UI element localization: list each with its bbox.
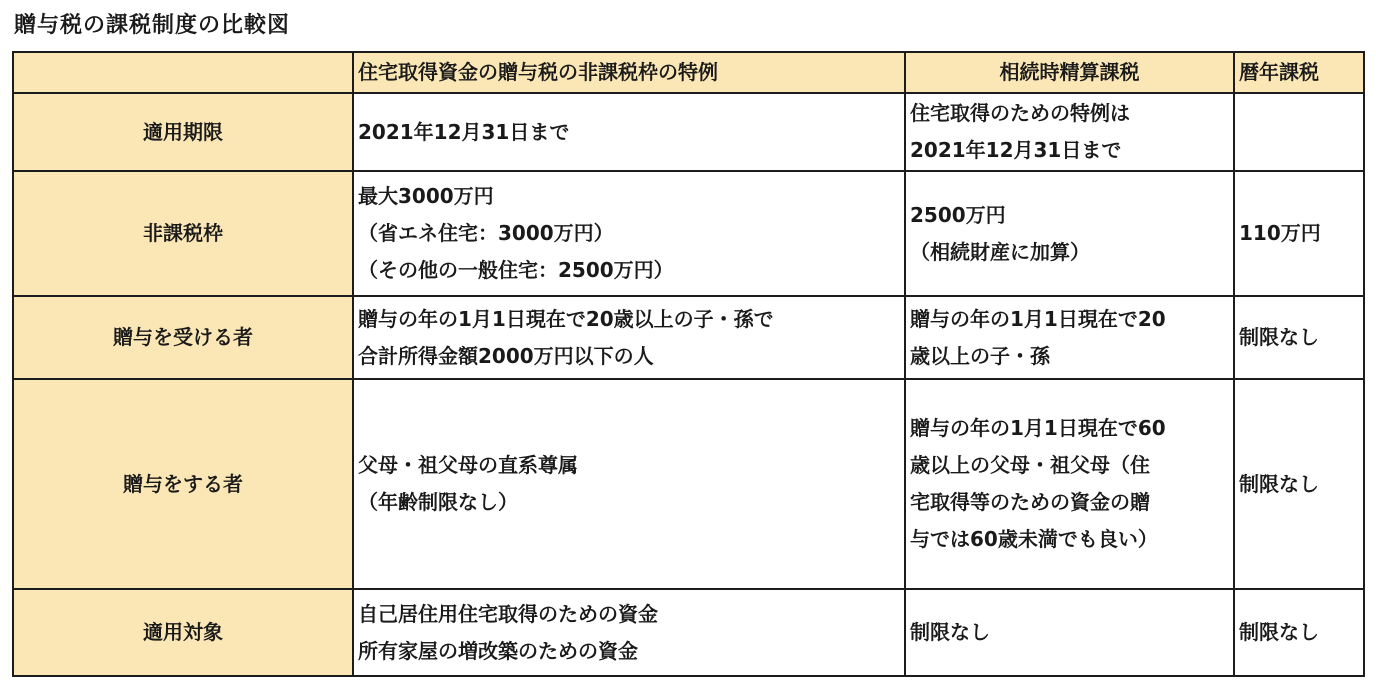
cell-line: 贈与の年の1月1日現在で20 <box>910 306 1166 331</box>
page-title: 贈与税の課税制度の比較図 <box>14 13 291 38</box>
cell-line: 2021年12月31日まで <box>910 138 1122 162</box>
cell-housing-exemption <box>353 93 905 171</box>
cell-calendar-year-taxation <box>1234 171 1364 296</box>
cell-settlement-taxation <box>905 171 1234 296</box>
table-row <box>13 93 1364 171</box>
comparison-table <box>12 51 1365 677</box>
table-row <box>13 379 1364 589</box>
header-settlement-taxation: 相続時精算課税 <box>905 52 1234 93</box>
cell-line: 住宅取得のための特例は <box>910 101 1130 125</box>
cell-settlement-taxation <box>905 379 1234 589</box>
cell-line: 贈与の年の1月1日現在で20歳以上の子・孫で <box>358 306 774 331</box>
header-housing-exemption: 住宅取得資金の贈与税の非課税枠の特例 <box>353 52 905 93</box>
cell-line: 合計所得金額2000万円以下の人 <box>358 343 654 368</box>
cell-line: 与では60歳未満でも良い） <box>910 527 1158 551</box>
table-row <box>13 589 1364 676</box>
cell-calendar-year-taxation <box>1234 379 1364 589</box>
cell-housing-exemption <box>353 589 905 676</box>
row-label: 贈与を受ける者 <box>13 296 353 379</box>
cell-line: 宅取得等のための資金の贈 <box>910 490 1150 514</box>
row-label: 非課税枠 <box>13 171 353 296</box>
header-calendar-year-taxation: 暦年課税 <box>1234 52 1364 93</box>
cell-line: 制限なし <box>1239 620 1319 644</box>
row-label: 適用期限 <box>13 93 353 171</box>
cell-line: 贈与の年の1月1日現在で60 <box>910 416 1166 440</box>
cell-housing-exemption <box>353 171 905 296</box>
cell-line: 2021年12月31日まで <box>358 119 570 144</box>
header-corner <box>13 52 353 93</box>
cell-line: （相続財産に加算） <box>910 239 1090 264</box>
cell-line: 歳以上の子・孫 <box>910 343 1050 368</box>
cell-line: 制限なし <box>1239 471 1319 496</box>
cell-line: 最大3000万円 <box>358 184 494 208</box>
cell-line: 110万円 <box>1239 221 1321 245</box>
cell-line: 2500万円 <box>910 202 1006 227</box>
cell-line: （省エネ住宅：3000万円） <box>358 221 614 245</box>
row-label: 適用対象 <box>13 589 353 676</box>
cell-line: 制限なし <box>1239 325 1319 349</box>
cell-settlement-taxation <box>905 93 1234 171</box>
header-row <box>13 52 1364 93</box>
cell-calendar-year-taxation <box>1234 296 1364 379</box>
cell-housing-exemption <box>353 296 905 379</box>
cell-calendar-year-taxation <box>1234 93 1364 171</box>
table-row <box>13 296 1364 379</box>
cell-line: （その他の一般住宅：2500万円） <box>358 258 674 282</box>
cell-line: （年齢制限なし） <box>358 490 518 514</box>
cell-line: 父母・祖父母の直系尊属 <box>358 453 578 477</box>
cell-calendar-year-taxation <box>1234 589 1364 676</box>
cell-line: 歳以上の父母・祖父母（住 <box>910 453 1150 477</box>
cell-line: 自己居住用住宅取得のための資金 <box>358 601 658 626</box>
table-row <box>13 171 1364 296</box>
cell-housing-exemption <box>353 379 905 589</box>
cell-line: 所有家屋の増改築のための資金 <box>358 638 638 663</box>
cell-settlement-taxation <box>905 589 1234 676</box>
cell-settlement-taxation <box>905 296 1234 379</box>
cell-line: 制限なし <box>910 620 990 644</box>
row-label: 贈与をする者 <box>13 379 353 589</box>
